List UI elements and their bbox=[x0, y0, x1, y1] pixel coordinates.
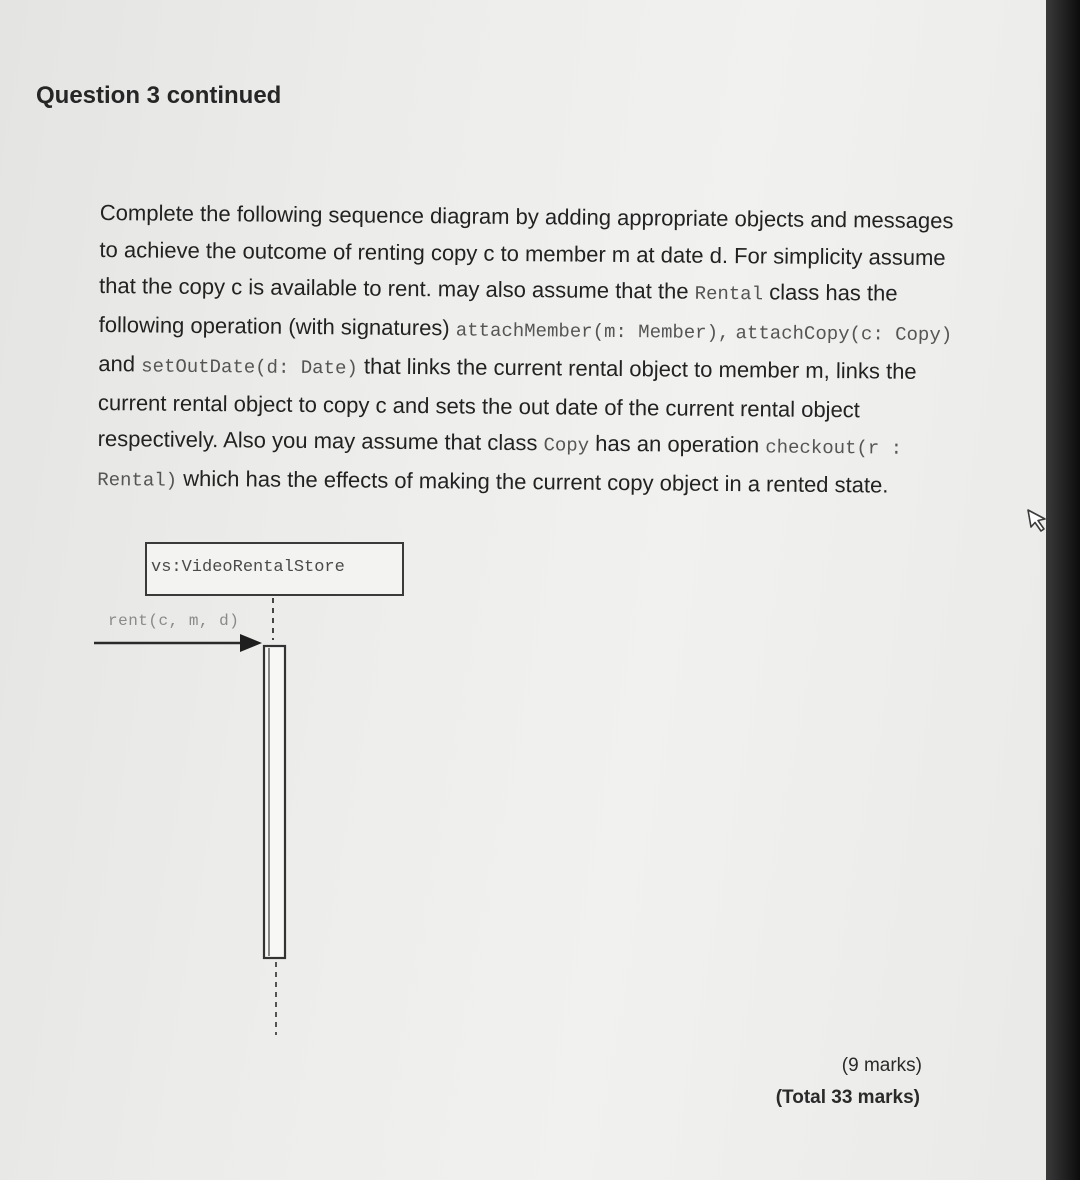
activation-bar bbox=[264, 646, 285, 958]
object-label: vs:VideoRentalStore bbox=[151, 558, 345, 577]
question-marks: (9 marks) bbox=[841, 1055, 922, 1076]
screen-edge bbox=[1046, 0, 1080, 1180]
paragraph-text: that links the current rental object to member m, links the current rental object to copy c and sets the out date of the current rental object respectively. Also you may assume that class bbox=[97, 353, 917, 456]
paragraph-text: which has the effects of making the current copy object in a rented state. bbox=[176, 465, 889, 498]
inline-code: attachCopy(c: Copy) bbox=[735, 322, 953, 347]
message-arrow-head bbox=[240, 634, 262, 652]
paragraph-text: has an operation bbox=[589, 430, 766, 458]
inline-code: Copy bbox=[543, 434, 590, 457]
question-heading: Question 3 continued bbox=[36, 82, 282, 109]
inline-code: attachMember(m: Member), bbox=[455, 319, 730, 345]
paragraph-text: Complete the following sequence diagram by adding appropriate objects and messages to achieve the outcome of renting copy c to member m at date d. For simplicity assume that the copy c is available to rent. may also assume that the bbox=[99, 199, 954, 305]
message-label: rent(c, m, d) bbox=[108, 612, 240, 630]
total-marks: (Total 33 marks) bbox=[775, 1087, 920, 1108]
object-box-video-rental-store bbox=[145, 542, 404, 596]
mouse-pointer-icon bbox=[1025, 505, 1051, 535]
question-paragraph bbox=[97, 195, 970, 507]
paragraph-text: and bbox=[98, 350, 142, 377]
inline-code: Rental bbox=[694, 283, 764, 306]
inline-code: setOutDate(d: Date) bbox=[141, 355, 358, 380]
paragraph-text: class has the following operation (with signatures) bbox=[98, 279, 898, 341]
inline-code: checkout(r : Rental) bbox=[97, 436, 903, 492]
